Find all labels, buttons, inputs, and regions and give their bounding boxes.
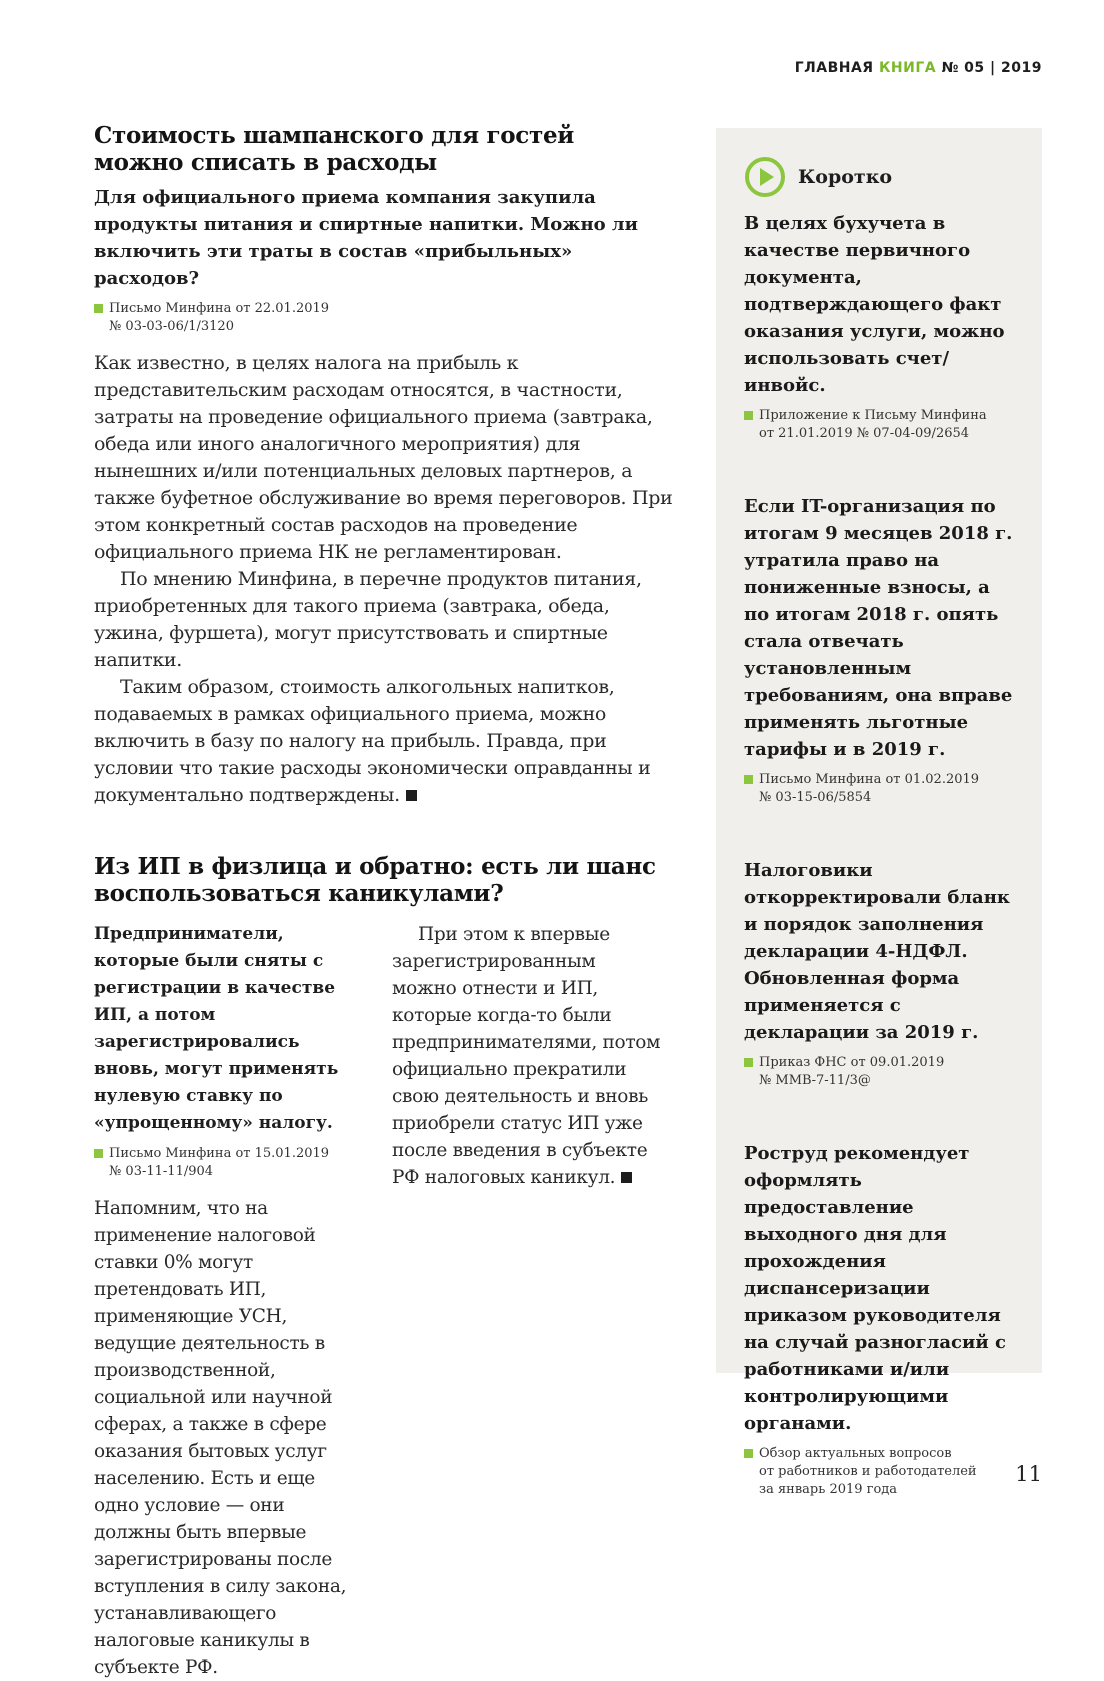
magazine-name-accent: КНИГА xyxy=(878,60,937,76)
sidebar-item-source: Приложение к Письму Минфина от 21.01.2019 № 07-04-09/2654 xyxy=(744,407,1016,443)
issue-number: № 05 | 2019 xyxy=(941,60,1042,76)
article2-paragraph: Напомним, что на применение налоговой ставки 0% могут претендовать ИП, применяющие УСН, ведущие деятельность в производственной, социальной или научной сферах, а также в сфере оказания бытовых услуг населению. Есть и еще одно условие — они должны быть впервые зарегистрированы после вступления в силу закона, устанавливающего налоговые каникулы в субъекте РФ. xyxy=(94,1198,347,1678)
article2-title: Из ИП в физлица и обратно: есть ли шанс воспользоваться каникулами? xyxy=(94,853,656,907)
bullet-square-icon xyxy=(744,1058,753,1067)
end-mark-icon xyxy=(621,1172,632,1183)
article2-right-column xyxy=(392,921,662,1681)
article2-paragraph: При этом к впервые зарегистрированным можно отнести и ИП, которые когда-то были предпринимателями, потом официально прекратили свою деятельность и вновь приобрели статус ИП уже после введения в субъекте РФ налоговых каникул. xyxy=(392,924,661,1188)
bullet-square-icon xyxy=(94,304,103,313)
magazine-name: ГЛАВНАЯ xyxy=(794,60,874,76)
end-mark-icon xyxy=(406,790,417,801)
bullet-square-icon xyxy=(94,1149,103,1158)
sidebar-item-source: Приказ ФНС от 09.01.2019 № ММВ-7-11/3@ xyxy=(744,1054,1016,1090)
article1-title: Стоимость шампанского для гостей можно списать в расходы xyxy=(94,122,575,176)
sidebar-item xyxy=(744,1140,1016,1499)
article1-lead: Для официального приема компания закупила продукты питания и спиртные напитки. Можно ли включить эти траты в состав «прибыльных» расходов? xyxy=(94,187,638,289)
page-number: 11 xyxy=(1015,1462,1042,1486)
sidebar-header xyxy=(744,156,1016,198)
sidebar-item-title: Если IT-организация по итогам 9 месяцев 2018 г. утратила право на пониженные взносы, а по итогам 2018 г. опять стала отвечать установленным требованиям, она вправе применять льготные тарифы и в 2019 г. xyxy=(744,496,1013,760)
article2-left-column xyxy=(94,921,364,1681)
main-column xyxy=(94,122,674,1681)
sidebar-item xyxy=(744,493,1016,807)
sidebar-item xyxy=(744,857,1016,1090)
bullet-square-icon xyxy=(744,411,753,420)
article1-paragraph: По мнению Минфина, в перечне продуктов питания, приобретенных для такого приема (завтрака, обеда, ужина, фуршета), могут присутствовать и спиртные напитки. xyxy=(94,568,642,671)
sidebar-item-title: Роструд рекомендует оформлять предоставление выходного дня для прохождения диспансеризации приказом руководителя на случай разногласий с работниками и/или контролирующими органами. xyxy=(744,1143,1006,1434)
sidebar-item-title: Налоговики откорректировали бланк и порядок заполнения декларации 4-НДФЛ. Обновленная форма применяется с декларации за 2019 г. xyxy=(744,860,1010,1043)
sidebar-label: Коротко xyxy=(798,166,893,188)
sidebar-item xyxy=(744,210,1016,443)
article1-paragraph: Таким образом, стоимость алкогольных напитков, подаваемых в рамках официального приема, можно включить в базу по налогу на прибыль. Правда, при условии что такие расходы экономически оправданны и документально подтверждены. xyxy=(94,676,651,806)
article2-source: Письмо Минфина от 15.01.2019 № 03-11-11/904 xyxy=(94,1145,364,1181)
sidebar-item-source: Обзор актуальных вопросов от работников и работодателей за январь 2019 года xyxy=(744,1445,1016,1499)
article2-columns xyxy=(94,921,674,1681)
article1-source: Письмо Минфина от 22.01.2019 № 03-03-06/1/3120 xyxy=(94,300,674,336)
play-icon xyxy=(744,156,786,198)
article1-paragraph: Как известно, в целях налога на прибыль к представительским расходам относятся, в частности, затраты на проведение официального приема (завтрака, обеда или иного аналогичного мероприятия) для нынешних и/или потенциальных деловых партнеров, а также буфетное обслуживание во время переговоров. При этом конкретный состав расходов на проведение официального приема НК не регламентирован. xyxy=(94,352,673,563)
bullet-square-icon xyxy=(744,1449,753,1458)
sidebar-item-title: В целях бухучета в качестве первичного документа, подтверждающего факт оказания услуги, можно использовать счет/инвойс. xyxy=(744,213,1005,396)
article2-lead: Предприниматели, которые были сняты с регистрации в качестве ИП, а потом зарегистрировались вновь, могут применять нулевую ставку по «упрощенному» налогу. xyxy=(94,924,339,1133)
sidebar-korotko xyxy=(716,128,1042,1497)
bullet-square-icon xyxy=(744,775,753,784)
sidebar-item-source: Письмо Минфина от 01.02.2019 № 03-15-06/5854 xyxy=(744,771,1016,807)
page-header xyxy=(795,60,1042,76)
